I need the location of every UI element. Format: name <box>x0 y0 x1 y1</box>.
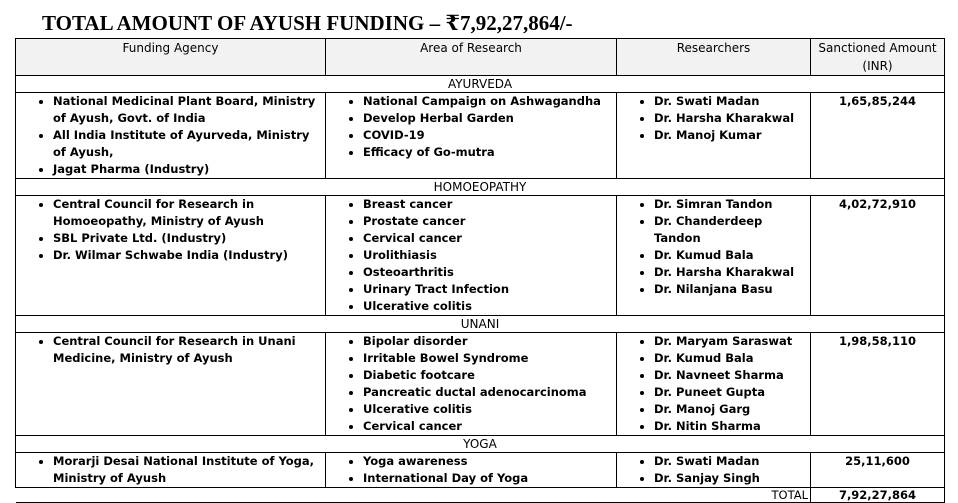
researcher-item: • Dr. Nilanjana Basu <box>654 281 810 298</box>
research-area-item: • Prostate cancer <box>363 213 616 230</box>
total-label: TOTAL <box>617 488 811 503</box>
table-row <box>16 453 945 488</box>
funding-agency-list <box>16 453 325 487</box>
funding-agency-item: • Dr. Wilmar Schwabe India (Industry) <box>53 247 325 264</box>
section-header-unani <box>16 316 945 333</box>
research-area-list <box>326 93 616 161</box>
research-area-item: • Ulcerative colitis <box>363 401 616 418</box>
researcher-item: • Dr. Sanjay Singh <box>654 470 810 487</box>
area-of-research-cell <box>326 453 617 488</box>
funding-agency-item: • SBL Private Ltd. (Industry) <box>53 230 325 247</box>
table-row <box>16 196 945 316</box>
total-value: 7,92,27,864 <box>811 488 945 503</box>
researcher-list <box>617 196 810 298</box>
research-area-item: • Develop Herbal Garden <box>363 110 616 127</box>
research-area-list <box>326 333 616 435</box>
researcher-item: • Dr. Chanderdeep Tandon <box>654 213 810 247</box>
funding-agency-item: • All India Institute of Ayurveda, Ministry of Ayush, <box>53 127 325 161</box>
funding-agency-cell <box>16 93 326 179</box>
research-area-item: • Pancreatic ductal adenocarcinoma <box>363 384 616 401</box>
research-area-item: • International Day of Yoga <box>363 470 616 487</box>
funding-agency-list <box>16 333 325 367</box>
research-area-item: • Ulcerative colitis <box>363 298 616 315</box>
section-title: YOGA <box>16 436 945 453</box>
section-header-ayurveda <box>16 76 945 93</box>
researchers-cell <box>617 333 811 436</box>
researcher-item: • Dr. Manoj Garg <box>654 401 810 418</box>
researcher-item: • Dr. Kumud Bala <box>654 350 810 367</box>
funding-agency-list <box>16 93 325 178</box>
total-blank-cell <box>326 488 617 503</box>
researcher-list <box>617 453 810 487</box>
header-funding-agency: Funding Agency <box>16 39 326 76</box>
section-title: HOMOEOPATHY <box>16 179 945 196</box>
funding-agency-cell <box>16 196 326 316</box>
funding-agency-cell <box>16 453 326 488</box>
researcher-item: • Dr. Swati Madan <box>654 93 810 110</box>
researcher-item: • Dr. Puneet Gupta <box>654 384 810 401</box>
header-sanctioned-amount: Sanctioned Amount (INR) <box>811 39 945 76</box>
header-area-of-research: Area of Research <box>326 39 617 76</box>
sanctioned-amount: 1,65,85,244 <box>811 93 945 179</box>
area-of-research-cell <box>326 196 617 316</box>
researcher-item: • Dr. Nitin Sharma <box>654 418 810 435</box>
funding-agency-cell <box>16 333 326 436</box>
researcher-item: • Dr. Kumud Bala <box>654 247 810 264</box>
table-row <box>16 333 945 436</box>
research-area-item: • Diabetic footcare <box>363 367 616 384</box>
research-area-item: • Irritable Bowel Syndrome <box>363 350 616 367</box>
funding-agency-item: • Central Council for Research in Homoeopathy, Ministry of Ayush <box>53 196 325 230</box>
research-area-item: • Breast cancer <box>363 196 616 213</box>
research-area-item: • Bipolar disorder <box>363 333 616 350</box>
researchers-cell <box>617 453 811 488</box>
research-area-item: • Urinary Tract Infection <box>363 281 616 298</box>
total-blank-cell <box>16 488 326 503</box>
section-title: UNANI <box>16 316 945 333</box>
funding-table-container <box>15 38 944 503</box>
section-title: AYURVEDA <box>16 76 945 93</box>
research-area-item: • Urolithiasis <box>363 247 616 264</box>
researcher-item: • Dr. Swati Madan <box>654 453 810 470</box>
research-area-item: • Yoga awareness <box>363 453 616 470</box>
total-row <box>16 488 945 503</box>
page-title: TOTAL AMOUNT OF AYUSH FUNDING – ₹7,92,27,864/- <box>42 11 573 35</box>
researcher-item: • Dr. Harsha Kharakwal <box>654 264 810 281</box>
researcher-item: • Dr. Harsha Kharakwal <box>654 110 810 127</box>
research-area-item: • Cervical cancer <box>363 418 616 435</box>
research-area-item: • Cervical cancer <box>363 230 616 247</box>
researcher-item: • Dr. Maryam Saraswat <box>654 333 810 350</box>
header-researchers: Researchers <box>617 39 811 76</box>
funding-agency-list <box>16 196 325 264</box>
area-of-research-cell <box>326 93 617 179</box>
research-area-item: • National Campaign on Ashwagandha <box>363 93 616 110</box>
sanctioned-amount: 4,02,72,910 <box>811 196 945 316</box>
researchers-cell <box>617 93 811 179</box>
research-area-item: • COVID-19 <box>363 127 616 144</box>
researcher-item: • Dr. Simran Tandon <box>654 196 810 213</box>
research-area-list <box>326 453 616 487</box>
section-header-yoga <box>16 436 945 453</box>
researchers-cell <box>617 196 811 316</box>
sanctioned-amount: 25,11,600 <box>811 453 945 488</box>
funding-agency-item: • Morarji Desai National Institute of Yoga, Ministry of Ayush <box>53 453 325 487</box>
researcher-item: • Dr. Navneet Sharma <box>654 367 810 384</box>
researcher-item: • Dr. Manoj Kumar <box>654 127 810 144</box>
researcher-list <box>617 93 810 144</box>
funding-agency-item: • Jagat Pharma (Industry) <box>53 161 325 178</box>
table-body <box>16 76 945 503</box>
research-area-item: • Efficacy of Go-mutra <box>363 144 616 161</box>
area-of-research-cell <box>326 333 617 436</box>
funding-agency-item: • Central Council for Research in Unani Medicine, Ministry of Ayush <box>53 333 325 367</box>
table-row <box>16 93 945 179</box>
header-row <box>16 39 945 76</box>
funding-agency-item: • National Medicinal Plant Board, Ministry of Ayush, Govt. of India <box>53 93 325 127</box>
section-header-homoeopathy <box>16 179 945 196</box>
researcher-list <box>617 333 810 435</box>
research-area-item: • Osteoarthritis <box>363 264 616 281</box>
funding-table <box>15 38 945 503</box>
research-area-list <box>326 196 616 315</box>
sanctioned-amount: 1,98,58,110 <box>811 333 945 436</box>
